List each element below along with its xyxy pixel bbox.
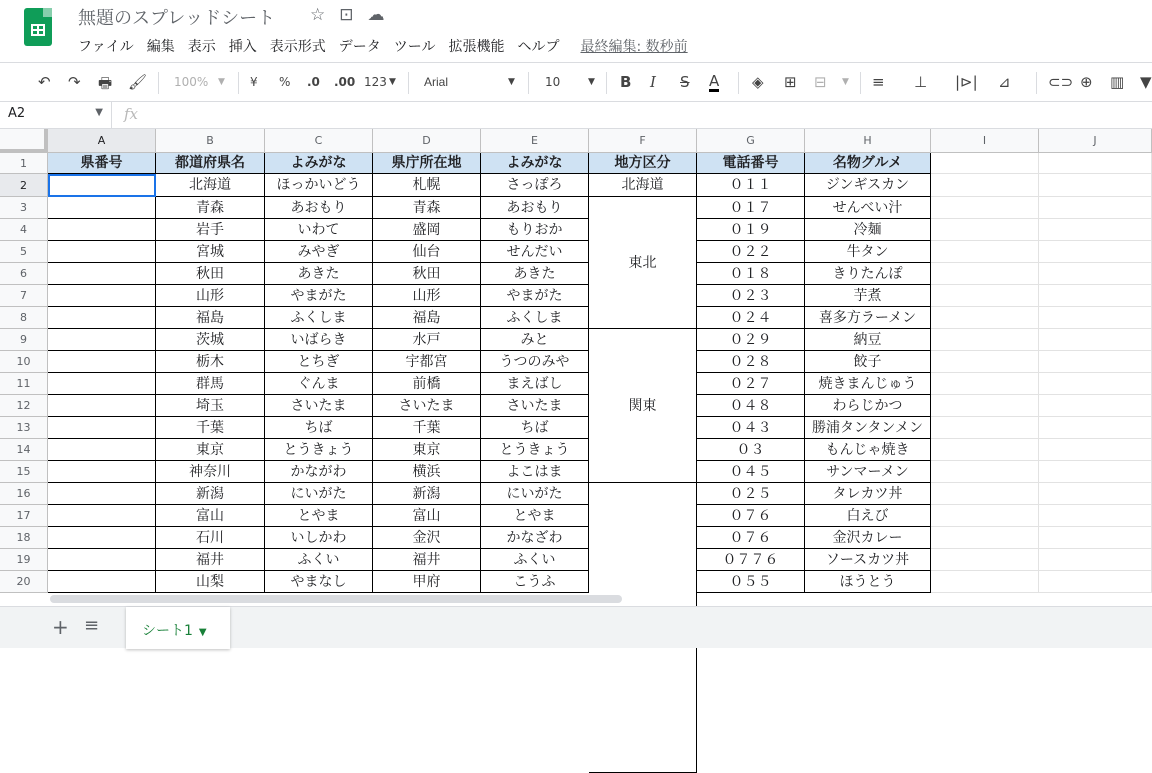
cell[interactable]: [931, 505, 1039, 527]
cell[interactable]: あきた: [265, 263, 373, 285]
cell[interactable]: さいたま: [481, 395, 589, 417]
cell[interactable]: [48, 241, 156, 263]
cell[interactable]: [48, 417, 156, 439]
fill-color-icon[interactable]: ◈: [752, 73, 764, 91]
cell[interactable]: 餃子: [805, 351, 931, 373]
spreadsheet-grid[interactable]: [0, 129, 1152, 593]
cell[interactable]: [48, 505, 156, 527]
region-cell[interactable]: 東北: [589, 197, 697, 329]
document-title[interactable]: 無題のスプレッドシート: [78, 8, 276, 29]
cell[interactable]: [48, 461, 156, 483]
cell[interactable]: [931, 219, 1039, 241]
cell[interactable]: [931, 571, 1039, 593]
cell[interactable]: [931, 461, 1039, 483]
row-header-20[interactable]: 20: [0, 571, 48, 593]
header-cell[interactable]: よみがな: [265, 153, 373, 174]
cell[interactable]: ０７６: [697, 527, 805, 549]
cell[interactable]: ふくい: [265, 549, 373, 571]
row-header-16[interactable]: 16: [0, 483, 48, 505]
cell[interactable]: やまがた: [481, 285, 589, 307]
sheet-bar: [0, 606, 1152, 648]
undo-icon[interactable]: ↶: [38, 73, 51, 91]
column-header-c[interactable]: C: [265, 129, 373, 153]
zoom-caret-icon[interactable]: ▼: [218, 77, 225, 87]
fx-icon: fx: [124, 105, 139, 123]
cell[interactable]: 千葉: [373, 417, 481, 439]
cell[interactable]: さっぽろ: [481, 174, 589, 197]
cell[interactable]: [931, 174, 1039, 197]
row-header-5[interactable]: 5: [0, 241, 48, 263]
cell[interactable]: にいがた: [481, 483, 589, 505]
formula-input[interactable]: [160, 106, 1140, 126]
cell[interactable]: ０１１: [697, 174, 805, 197]
cell[interactable]: 納豆: [805, 329, 931, 351]
cell[interactable]: 芋煮: [805, 285, 931, 307]
row-header-13[interactable]: 13: [0, 417, 48, 439]
cell[interactable]: [931, 263, 1039, 285]
cell[interactable]: [1039, 197, 1152, 219]
column-header-i[interactable]: I: [931, 129, 1039, 153]
cell[interactable]: 新潟: [373, 483, 481, 505]
cell[interactable]: ちば: [481, 417, 589, 439]
italic-button[interactable]: I: [650, 73, 656, 91]
cell[interactable]: ０５５: [697, 571, 805, 593]
cell[interactable]: [1039, 329, 1152, 351]
row-header-11[interactable]: 11: [0, 373, 48, 395]
cell[interactable]: [931, 549, 1039, 571]
cell[interactable]: [931, 439, 1039, 461]
row-header-9[interactable]: 9: [0, 329, 48, 351]
cell[interactable]: 福島: [373, 307, 481, 329]
header-cell[interactable]: 名物グルメ: [805, 153, 931, 174]
cell[interactable]: ちば: [265, 417, 373, 439]
text-rotate-icon[interactable]: ⊿: [998, 73, 1011, 91]
cell[interactable]: いわて: [265, 219, 373, 241]
column-header-a[interactable]: A: [48, 129, 156, 153]
cell[interactable]: 横浜: [373, 461, 481, 483]
cell[interactable]: ０１７: [697, 197, 805, 219]
cell[interactable]: 青森: [373, 197, 481, 219]
cell[interactable]: [48, 329, 156, 351]
cell[interactable]: ０４８: [697, 395, 805, 417]
last-edit-link[interactable]: 最終編集: 数秒前: [580, 39, 688, 55]
cell[interactable]: ０２８: [697, 351, 805, 373]
more-formats-button[interactable]: 123: [364, 75, 387, 89]
cell[interactable]: あきた: [481, 263, 589, 285]
title-bar: [0, 0, 1152, 62]
cell[interactable]: せんべい汁: [805, 197, 931, 219]
row-header-18[interactable]: 18: [0, 527, 48, 549]
cell[interactable]: [931, 395, 1039, 417]
cell[interactable]: 札幌: [373, 174, 481, 197]
cell[interactable]: [48, 439, 156, 461]
sheet-tab-label: シート1: [142, 623, 193, 639]
sheet-tab[interactable]: [126, 607, 230, 649]
row-header-19[interactable]: 19: [0, 549, 48, 571]
active-cell[interactable]: [48, 174, 156, 197]
cell[interactable]: ほうとう: [805, 571, 931, 593]
cell[interactable]: サンマーメン: [805, 461, 931, 483]
cell[interactable]: まえばし: [481, 373, 589, 395]
cell[interactable]: きりたんぽ: [805, 263, 931, 285]
cell[interactable]: 金沢: [373, 527, 481, 549]
decrease-decimal-button[interactable]: .0: [307, 75, 320, 89]
cell[interactable]: いしかわ: [265, 527, 373, 549]
column-header-g[interactable]: G: [697, 129, 805, 153]
cell[interactable]: 金沢カレー: [805, 527, 931, 549]
font-size-select[interactable]: 10: [545, 75, 561, 89]
menu-data[interactable]: データ: [338, 39, 381, 55]
cell[interactable]: [931, 373, 1039, 395]
cell[interactable]: [1039, 417, 1152, 439]
zoom-select[interactable]: 100%: [174, 75, 209, 89]
column-header-h[interactable]: H: [805, 129, 931, 153]
cell[interactable]: もりおか: [481, 219, 589, 241]
row-header-7[interactable]: 7: [0, 285, 48, 307]
cell[interactable]: みと: [481, 329, 589, 351]
strikethrough-button[interactable]: S: [680, 73, 690, 91]
cell[interactable]: 神奈川: [156, 461, 265, 483]
cell[interactable]: ほっかいどう: [265, 174, 373, 197]
cell[interactable]: 宮城: [156, 241, 265, 263]
cell[interactable]: ０１８: [697, 263, 805, 285]
borders-icon[interactable]: ⊞: [784, 73, 797, 91]
row-header-4[interactable]: 4: [0, 219, 48, 241]
cell[interactable]: ０１９: [697, 219, 805, 241]
cell[interactable]: ふくしま: [265, 307, 373, 329]
row-header-2[interactable]: 2: [0, 174, 48, 197]
row-header-8[interactable]: 8: [0, 307, 48, 329]
merge-cells-icon[interactable]: ⊟: [814, 73, 827, 91]
cell[interactable]: とちぎ: [265, 351, 373, 373]
cell[interactable]: 新潟: [156, 483, 265, 505]
cell[interactable]: 石川: [156, 527, 265, 549]
cell[interactable]: 白えび: [805, 505, 931, 527]
cell[interactable]: [931, 197, 1039, 219]
menu-view[interactable]: 表示: [187, 39, 216, 55]
cell[interactable]: [48, 263, 156, 285]
region-cell[interactable]: 北海道: [589, 174, 697, 197]
cell[interactable]: [1039, 395, 1152, 417]
cell[interactable]: [1039, 174, 1152, 197]
horizontal-scrollbar[interactable]: [50, 595, 622, 603]
cell[interactable]: [1039, 549, 1152, 571]
menu-help[interactable]: ヘルプ: [517, 39, 560, 55]
cell[interactable]: [48, 307, 156, 329]
cell[interactable]: 富山: [373, 505, 481, 527]
cell[interactable]: [1039, 373, 1152, 395]
cell[interactable]: 富山: [156, 505, 265, 527]
align-vertical-icon[interactable]: ⊥: [914, 73, 928, 91]
cell[interactable]: にいがた: [265, 483, 373, 505]
cell[interactable]: 福井: [156, 549, 265, 571]
cell[interactable]: 秋田: [373, 263, 481, 285]
cell[interactable]: もんじゃ焼き: [805, 439, 931, 461]
cell[interactable]: ０２５: [697, 483, 805, 505]
cell[interactable]: かながわ: [265, 461, 373, 483]
cell[interactable]: [48, 483, 156, 505]
cell[interactable]: 甲府: [373, 571, 481, 593]
cell[interactable]: タレカツ丼: [805, 483, 931, 505]
cell[interactable]: あおもり: [481, 197, 589, 219]
header-cell[interactable]: 県番号: [48, 153, 156, 174]
cell[interactable]: [48, 219, 156, 241]
header-cell[interactable]: 電話番号: [697, 153, 805, 174]
row-header-6[interactable]: 6: [0, 263, 48, 285]
star-icon[interactable]: ☆: [310, 5, 326, 25]
cell[interactable]: 宇都宮: [373, 351, 481, 373]
cell[interactable]: よこはま: [481, 461, 589, 483]
cell[interactable]: [1039, 505, 1152, 527]
cell[interactable]: ぐんま: [265, 373, 373, 395]
merge-caret-icon[interactable]: ▼: [842, 77, 849, 87]
percent-button[interactable]: %: [279, 75, 291, 89]
cell[interactable]: [1039, 527, 1152, 549]
more-formats-caret-icon[interactable]: ▼: [389, 77, 396, 87]
cell[interactable]: [48, 571, 156, 593]
cell[interactable]: [931, 153, 1039, 174]
menu-tools[interactable]: ツール: [393, 39, 436, 55]
header-cell[interactable]: 都道府県名: [156, 153, 265, 174]
cell[interactable]: 茨城: [156, 329, 265, 351]
column-header-e[interactable]: E: [481, 129, 589, 153]
cell[interactable]: [1039, 285, 1152, 307]
row-header-15[interactable]: 15: [0, 461, 48, 483]
cell[interactable]: [48, 197, 156, 219]
cell[interactable]: やまなし: [265, 571, 373, 593]
cell[interactable]: 栃木: [156, 351, 265, 373]
cell[interactable]: [1039, 439, 1152, 461]
cell[interactable]: せんだい: [481, 241, 589, 263]
cell[interactable]: ０２４: [697, 307, 805, 329]
row-header-12[interactable]: 12: [0, 395, 48, 417]
cell[interactable]: ０４３: [697, 417, 805, 439]
cell[interactable]: [1039, 241, 1152, 263]
text-color-button[interactable]: A: [709, 72, 720, 90]
cell[interactable]: 北海道: [156, 174, 265, 197]
add-sheet-button[interactable]: +: [52, 615, 69, 639]
insert-chart-icon[interactable]: ▥: [1110, 73, 1125, 91]
cell[interactable]: 仙台: [373, 241, 481, 263]
currency-button[interactable]: ¥: [250, 75, 258, 89]
cell[interactable]: 千葉: [156, 417, 265, 439]
cell[interactable]: [1039, 351, 1152, 373]
cell[interactable]: さいたま: [265, 395, 373, 417]
cell[interactable]: あおもり: [265, 197, 373, 219]
font-size-caret-icon[interactable]: ▼: [588, 77, 595, 87]
increase-decimal-button[interactable]: .00: [334, 75, 356, 89]
cell[interactable]: 群馬: [156, 373, 265, 395]
cell[interactable]: [931, 351, 1039, 373]
cloud-status-icon[interactable]: ☁: [367, 5, 385, 25]
paint-format-icon[interactable]: 🖌: [128, 73, 148, 91]
cell[interactable]: ０７７６: [697, 549, 805, 571]
cell[interactable]: わらじかつ: [805, 395, 931, 417]
cell[interactable]: ０４５: [697, 461, 805, 483]
row-header-10[interactable]: 10: [0, 351, 48, 373]
cell[interactable]: [931, 483, 1039, 505]
name-box-caret-icon[interactable]: ▼: [95, 107, 103, 118]
column-header-d[interactable]: D: [373, 129, 481, 153]
cell[interactable]: [1039, 461, 1152, 483]
font-caret-icon[interactable]: ▼: [508, 77, 515, 87]
cell[interactable]: 盛岡: [373, 219, 481, 241]
cell[interactable]: ０２２: [697, 241, 805, 263]
cell[interactable]: 福島: [156, 307, 265, 329]
cell[interactable]: [931, 329, 1039, 351]
cell[interactable]: ０７６: [697, 505, 805, 527]
column-header-j[interactable]: J: [1039, 129, 1152, 153]
cell[interactable]: [1039, 219, 1152, 241]
cell[interactable]: 勝浦タンタンメン: [805, 417, 931, 439]
cell[interactable]: ソースカツ丼: [805, 549, 931, 571]
cell[interactable]: やまがた: [265, 285, 373, 307]
bold-button[interactable]: B: [620, 73, 632, 91]
cell[interactable]: [48, 527, 156, 549]
cell[interactable]: [931, 307, 1039, 329]
menu-file[interactable]: ファイル: [78, 39, 134, 55]
menu-insert[interactable]: 挿入: [228, 39, 257, 55]
header-cell[interactable]: 地方区分: [589, 153, 697, 174]
cell[interactable]: 山形: [156, 285, 265, 307]
cell[interactable]: 水戸: [373, 329, 481, 351]
region-cell[interactable]: 関東: [589, 329, 697, 483]
cell[interactable]: 前橋: [373, 373, 481, 395]
cell[interactable]: とやま: [265, 505, 373, 527]
cell[interactable]: ジンギスカン: [805, 174, 931, 197]
cell[interactable]: かなざわ: [481, 527, 589, 549]
cell[interactable]: 喜多方ラーメン: [805, 307, 931, 329]
cell[interactable]: 東京: [373, 439, 481, 461]
cell[interactable]: うつのみや: [481, 351, 589, 373]
row-header-1[interactable]: 1: [0, 153, 48, 174]
cell[interactable]: 秋田: [156, 263, 265, 285]
menu-extensions[interactable]: 拡張機能: [448, 39, 505, 55]
cell[interactable]: 山形: [373, 285, 481, 307]
header-cell[interactable]: よみがな: [481, 153, 589, 174]
cell[interactable]: ０２７: [697, 373, 805, 395]
cell[interactable]: ０３: [697, 439, 805, 461]
menu-format[interactable]: 表示形式: [269, 39, 326, 55]
sheet-tab-caret-icon[interactable]: ▼: [198, 627, 207, 638]
cell[interactable]: [931, 417, 1039, 439]
cell[interactable]: [1039, 483, 1152, 505]
cell[interactable]: [1039, 263, 1152, 285]
cell[interactable]: 牛タン: [805, 241, 931, 263]
cell[interactable]: [931, 527, 1039, 549]
font-select[interactable]: Arial: [424, 75, 449, 89]
cell[interactable]: さいたま: [373, 395, 481, 417]
cell[interactable]: [931, 241, 1039, 263]
cell[interactable]: [48, 395, 156, 417]
cell[interactable]: とうきょう: [481, 439, 589, 461]
cell[interactable]: みやぎ: [265, 241, 373, 263]
all-sheets-button[interactable]: ≡: [84, 615, 100, 636]
cell[interactable]: 冷麺: [805, 219, 931, 241]
cell[interactable]: 岩手: [156, 219, 265, 241]
cell[interactable]: ０２３: [697, 285, 805, 307]
menu-bar: [78, 36, 688, 56]
row-header-3[interactable]: 3: [0, 197, 48, 219]
cell[interactable]: ふくい: [481, 549, 589, 571]
cell[interactable]: [48, 549, 156, 571]
cell[interactable]: 東京: [156, 439, 265, 461]
cell[interactable]: [1039, 153, 1152, 174]
redo-icon[interactable]: ↷: [68, 73, 81, 91]
cell[interactable]: [1039, 571, 1152, 593]
cell[interactable]: [48, 373, 156, 395]
select-all-corner[interactable]: [0, 129, 48, 153]
row-header-17[interactable]: 17: [0, 505, 48, 527]
cell[interactable]: とうきょう: [265, 439, 373, 461]
cell[interactable]: ふくしま: [481, 307, 589, 329]
column-header-f[interactable]: F: [589, 129, 697, 153]
insert-link-icon[interactable]: ⊂⊃: [1048, 73, 1074, 91]
insert-comment-icon[interactable]: ⊕: [1080, 73, 1093, 91]
sheets-logo-icon[interactable]: [24, 8, 52, 46]
cell[interactable]: [1039, 307, 1152, 329]
cell[interactable]: [48, 285, 156, 307]
cell[interactable]: [48, 351, 156, 373]
row-header-14[interactable]: 14: [0, 439, 48, 461]
toolbar: [0, 62, 1152, 102]
cell[interactable]: 青森: [156, 197, 265, 219]
text-wrap-icon[interactable]: |⊳|: [955, 73, 978, 91]
cell[interactable]: とやま: [481, 505, 589, 527]
cell[interactable]: 山梨: [156, 571, 265, 593]
name-box[interactable]: [0, 102, 112, 129]
column-header-b[interactable]: B: [156, 129, 265, 153]
cell[interactable]: いばらき: [265, 329, 373, 351]
print-icon[interactable]: 🖶: [98, 74, 113, 92]
formula-bar: [0, 102, 1152, 129]
filter-icon[interactable]: ▼: [1140, 73, 1152, 91]
cell[interactable]: [931, 285, 1039, 307]
cell[interactable]: 福井: [373, 549, 481, 571]
cell[interactable]: 埼玉: [156, 395, 265, 417]
align-horizontal-icon[interactable]: ≡: [872, 73, 885, 91]
cell[interactable]: 焼きまんじゅう: [805, 373, 931, 395]
cell[interactable]: こうふ: [481, 571, 589, 593]
move-folder-icon[interactable]: ⊡: [339, 5, 354, 25]
header-cell[interactable]: 県庁所在地: [373, 153, 481, 174]
menu-edit[interactable]: 編集: [146, 39, 175, 55]
name-box-value[interactable]: A2: [8, 106, 26, 121]
cell[interactable]: ０２９: [697, 329, 805, 351]
